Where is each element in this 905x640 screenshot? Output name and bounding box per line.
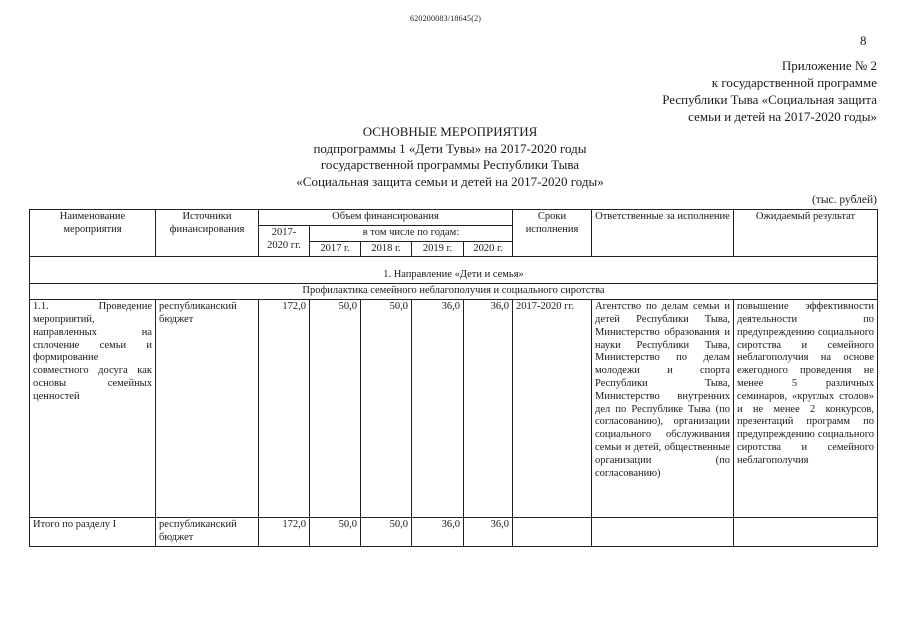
amount-2020: 36,0 (464, 300, 513, 518)
expected-result: повышение эффективности деятельности по предупреждению социального сиротства и семейного неблагополучия на основе ежегодного проведения не менее 5 различных семинаров, «круглых столов» и не менее 2 конкурсов, презентаций программ по предупреждению социального сиротства и семейного неблагополучия (734, 300, 878, 518)
document-id: 620200083/18645(2) (410, 14, 482, 23)
header-responsible: Ответственные за исполнение (592, 210, 734, 257)
appendix-line: Приложение № 2 (781, 58, 877, 73)
measure-name: 1.1. Проведение мероприятий, направленных на сплочение семьи и формирование совместного досуга как основы семейных ценностей (30, 300, 156, 518)
total-terms-empty (513, 518, 592, 547)
header-year-2018: 2018 г. (361, 241, 412, 257)
header-year-2017: 2017 г. (310, 241, 361, 257)
header-result: Ожидаемый результат (734, 210, 878, 257)
header-by-years: в том числе по годам: (310, 225, 513, 241)
header-terms: Сроки исполнения (513, 210, 592, 257)
heading-line: подпрограммы 1 «Дети Тувы» на 2017-2020 годы (313, 140, 587, 156)
total-2017: 50,0 (310, 518, 361, 547)
header-year-2020: 2020 г. (464, 241, 513, 257)
page-number: 8 (860, 33, 867, 48)
units-note: (тыс. рублей) (811, 194, 877, 206)
total-amount: 172,0 (259, 518, 310, 547)
header-sources: Источники финансирования (156, 210, 259, 257)
heading-line: «Социальная защита семьи и детей на 2017-2020 годы» (296, 173, 604, 189)
appendix-line: Республики Тыва «Социальная защита (662, 92, 877, 107)
subsection-title: Профилактика семейного неблагополучия и социального сиротства (30, 284, 878, 300)
amount-2019: 36,0 (412, 300, 464, 518)
section-row (30, 257, 878, 284)
heading-line: государственной программы Республики Тыва (320, 157, 580, 172)
amount-total: 172,0 (259, 300, 310, 518)
header-row (30, 210, 878, 226)
total-label: Итого по разделу I (30, 518, 156, 547)
section-title: 1. Направление «Дети и семья» (30, 257, 878, 284)
total-source: республиканский бюджет (156, 518, 259, 547)
funding-source: республиканский бюджет (156, 300, 259, 518)
measures-table (29, 209, 878, 547)
total-2018: 50,0 (361, 518, 412, 547)
responsible-parties: Агентство по делам семьи и детей Республики Тыва, Министерство образования и науки Республики Тыва, Министерство по делам молодежи и спорта Республики Тыва, Министерство внутренних дел по Республике Тыва (по согласованию), организации социального обслуживания семьи и детей, общественные организации (по согласованию) (592, 300, 734, 518)
header-year-2019: 2019 г. (412, 241, 464, 257)
subsection-row (30, 284, 878, 300)
execution-terms: 2017-2020 гг. (513, 300, 592, 518)
total-2019: 36,0 (412, 518, 464, 547)
appendix-line: к государственной программе (711, 75, 877, 90)
total-result-empty (734, 518, 878, 547)
amount-2018: 50,0 (361, 300, 412, 518)
total-row (30, 518, 878, 547)
header-total: 2017-2020 гг. (259, 225, 310, 257)
header-name: Наименование мероприятия (30, 210, 156, 257)
amount-2017: 50,0 (310, 300, 361, 518)
total-2020: 36,0 (464, 518, 513, 547)
table-row (30, 300, 878, 518)
appendix-block (662, 57, 877, 125)
header-funding: Объем финансирования (259, 210, 513, 226)
total-responsible-empty (592, 518, 734, 547)
heading-title: ОСНОВНЫЕ МЕРОПРИЯТИЯ (362, 124, 538, 139)
document-heading (210, 124, 690, 190)
appendix-line: семьи и детей на 2017-2020 годы» (688, 109, 877, 124)
